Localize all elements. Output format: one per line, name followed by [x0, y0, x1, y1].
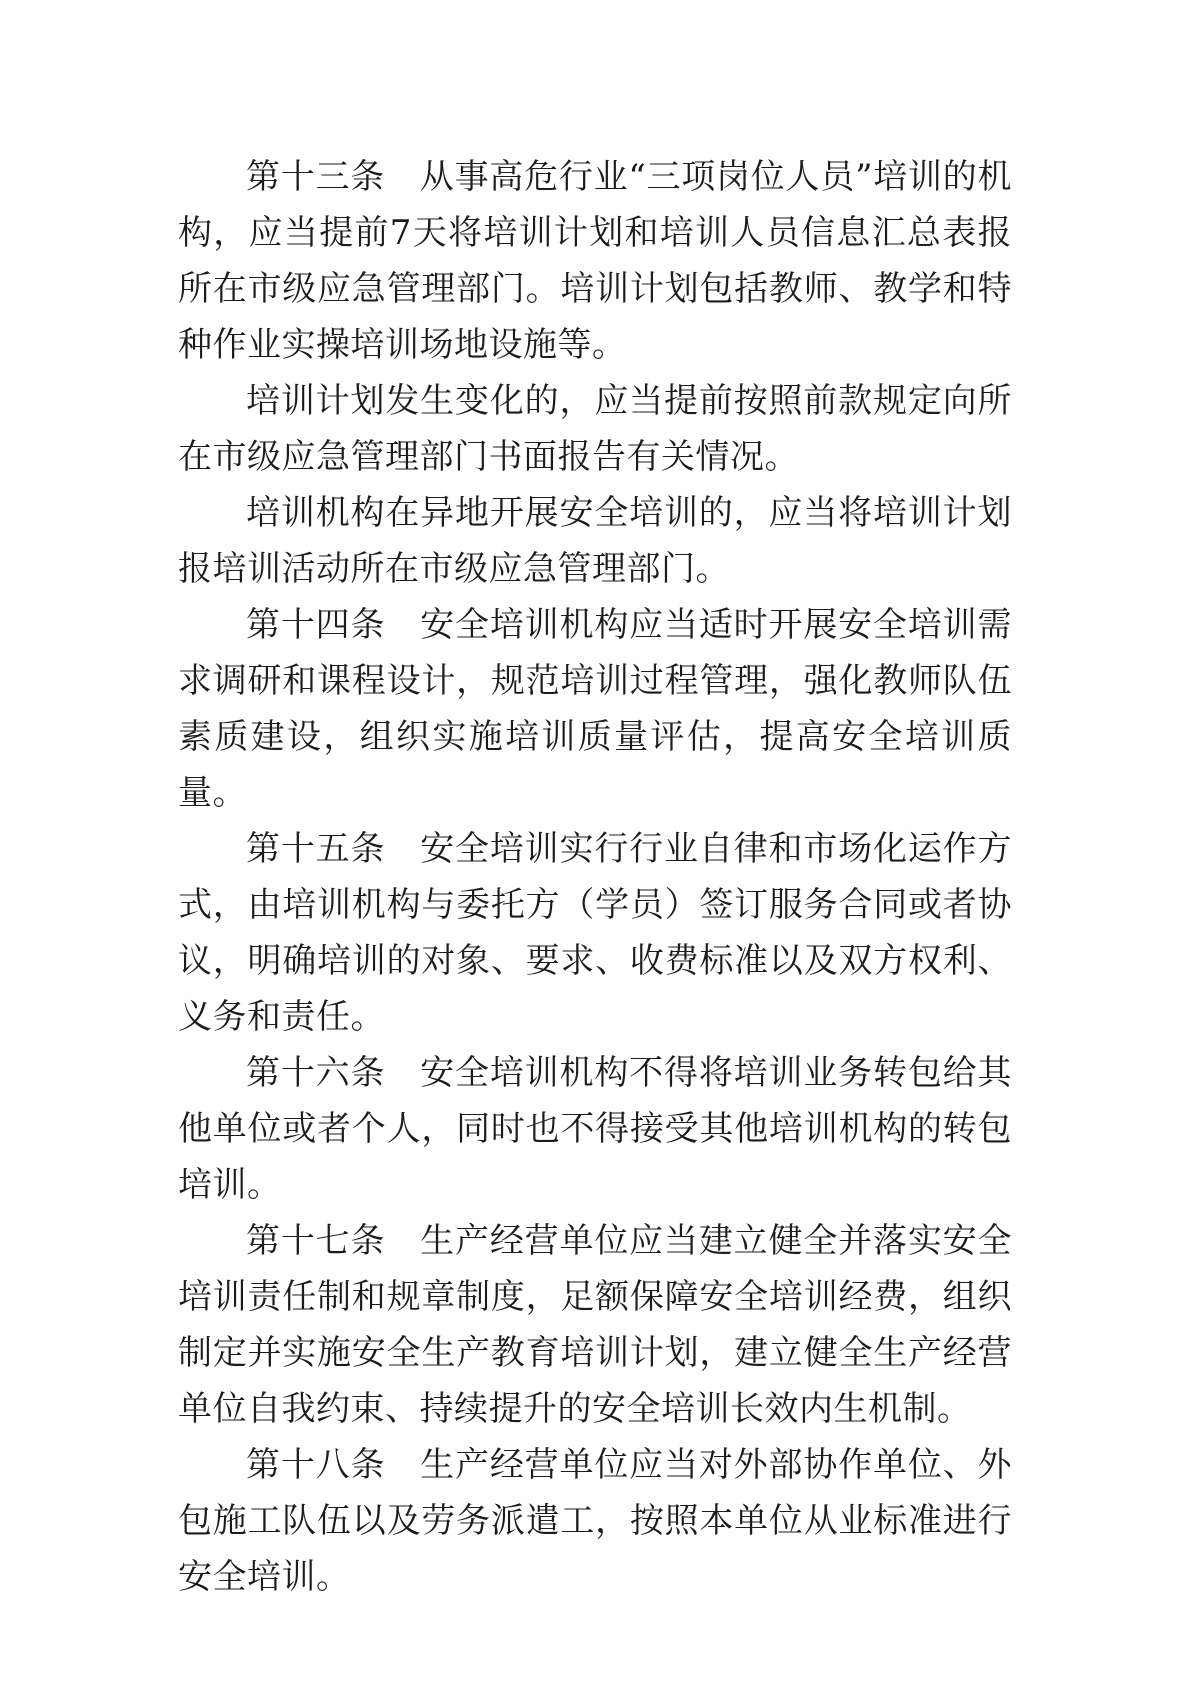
paragraph-article-13-clause-1: 第十三条 从事高危行业“三项岗位人员”培训的机构，应当提前7天将培训计划和培训人员信息汇总表报所在市级应急管理部门。培训计划包括教师、教学和特种作业实操培训场地设施等。 [178, 157, 1012, 365]
paragraph-article-13-clause-2: 培训计划发生变化的，应当提前按照前款规定向所在市级应急管理部门书面报告有关情况。 [178, 381, 1012, 477]
paragraph-article-17: 第十七条 生产经营单位应当建立健全并落实安全培训责任制和规章制度，足额保障安全培训经费，组织制定并实施安全生产教育培训计划，建立健全生产经营单位自我约束、持续提升的安全培训长效内生机制。 [178, 1221, 1012, 1429]
paragraph-article-18: 第十八条 生产经营单位应当对外部协作单位、外包施工队伍以及劳务派遣工，按照本单位从业标准进行安全培训。 [178, 1445, 1012, 1597]
paragraph-article-15: 第十五条 安全培训实行行业自律和市场化运作方式，由培训机构与委托方（学员）签订服务合同或者协议，明确培训的对象、要求、收费标准以及双方权利、义务和责任。 [178, 829, 1012, 1037]
paragraph-article-13-clause-3: 培训机构在异地开展安全培训的，应当将培训计划报培训活动所在市级应急管理部门。 [178, 493, 1012, 589]
paragraph-article-16: 第十六条 安全培训机构不得将培训业务转包给其他单位或者个人，同时也不得接受其他培训机构的转包培训。 [178, 1053, 1012, 1205]
document-body [178, 149, 1012, 1605]
paragraph-article-14: 第十四条 安全培训机构应当适时开展安全培训需求调研和课程设计，规范培训过程管理，强化教师队伍素质建设，组织实施培训质量评估，提高安全培训质量。 [178, 605, 1012, 813]
